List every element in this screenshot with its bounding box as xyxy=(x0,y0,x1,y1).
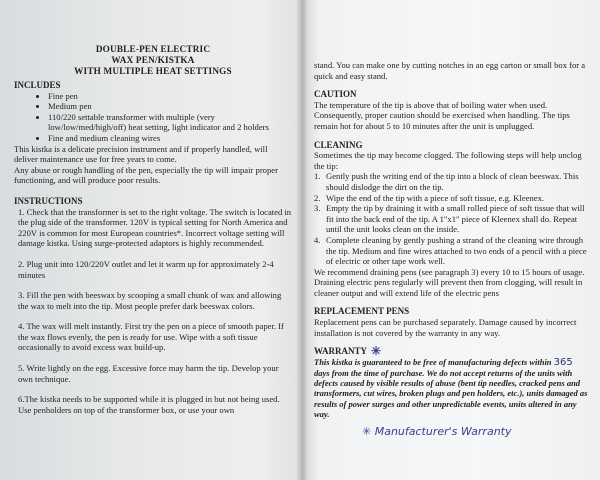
warranty-heading-row xyxy=(314,346,590,357)
instructions-heading: INSTRUCTIONS xyxy=(14,195,83,206)
instructions-list xyxy=(14,207,292,416)
replacement-paragraph: Replacement pens can be purchased separately. Damage caused by incorrect installation is not covered by the warranty in any way. xyxy=(314,317,577,338)
cleaning-step-text: Empty the tip by draining it with a small rolled piece of soft tissue that will fit into the back end of the tip. A 1"x1" piece of Kleenex shall do. Repeat until the unit looks clean on the inside. xyxy=(326,203,585,235)
title-line-3: WITH MULTIPLE HEAT SETTINGS xyxy=(74,66,232,76)
right-page xyxy=(302,0,600,480)
includes-item: • Medium pen xyxy=(48,101,292,112)
warranty-paragraph xyxy=(314,357,590,419)
cleaning-step xyxy=(314,193,590,204)
cleaning-steps xyxy=(314,171,590,266)
includes-heading: INCLUDES xyxy=(14,80,61,90)
handwritten-note: ✳ Manufacturer's Warranty xyxy=(362,425,512,439)
instruction-2: 2. Plug unit into 120/220V outlet and let it warm up for approximately 2-4 minutes xyxy=(18,258,274,280)
warranty-rest: days from the time of purchase. We do not accept returns of the units with defects caused by visible results of abuse (bent tip needles, cracked pens and transformers, cut wires, broken plugs and pen holders, etc.), units damaged as results of power surges and other unpredictable events, units altered in any way. xyxy=(314,368,588,419)
page-fold-shadow xyxy=(296,0,308,480)
cleaning-intro: Sometimes the tip may become clogged. The following steps will help unclog the tip: xyxy=(314,150,582,171)
instruction-4: 4. The wax will melt instantly. First try the pen on a piece of smooth paper. If the wax flows evenly, the pen is ready for use. Wipe with a soft tissue occasionally to avoid excess wax build-up. xyxy=(18,321,284,353)
includes-item: • 110/220 settable transformer with multiple (very low/low/med/high/off) heat setting, light indicator and 2 holders xyxy=(48,112,292,133)
abuse-paragraph: Any abuse or rough handling of the pen, especially the tip will impair proper functioning, and will produce poor results. xyxy=(14,164,278,186)
cleaning-step-number: 1. xyxy=(314,171,321,182)
cleaning-step-number: 3. xyxy=(314,203,321,214)
instruction-6: 6.The kistka needs to be supported while it is plugged in but not being used. Use penholders on top of the transformer box, or use your own xyxy=(18,394,280,415)
cleaning-step xyxy=(314,235,590,267)
caution-heading: CAUTION xyxy=(314,89,357,100)
cleaning-outro: We recommend draining pens (see paragraph 3) every 10 to 15 hours of usage. Draining electric pens regularly will prevent then from clogging, will result in cleaner output and will extend life of the electric pens xyxy=(314,266,585,298)
title-line-1: DOUBLE-PEN ELECTRIC xyxy=(95,44,211,54)
cleaning-step-text: Complete cleaning by gently pushing a strand of the cleaning wire through the tip. Medium and fine wires attached to two ends of a pencil with a piece of electric or other tape work well. xyxy=(326,234,587,267)
handwritten-days: 365 xyxy=(553,356,573,368)
instruction-5: 5. Write lightly on the egg. Excessive force may harm the tip. Develop your own technique. xyxy=(18,363,279,384)
warranty-heading: WARRANTY xyxy=(314,346,368,357)
cleaning-step-number: 2. xyxy=(314,192,321,203)
title-line-2: WAX PEN/KISTKA xyxy=(111,55,195,65)
warranty-line-1: This kistka is guaranteed to be free of manufacturing defects within xyxy=(314,356,552,367)
includes-item: • Fine and medium cleaning wires xyxy=(48,133,292,144)
cleaning-step xyxy=(314,203,590,235)
cleaning-heading: CLEANING xyxy=(314,139,363,150)
asterisk-star-icon: ✳ xyxy=(371,344,382,359)
cleaning-step-text: Wipe the end of the tip with a piece of soft tissue, e.g. Kleenex. xyxy=(326,192,545,203)
includes-list xyxy=(14,91,292,144)
cleaning-step xyxy=(314,171,590,192)
cleaning-step-number: 4. xyxy=(314,234,321,245)
instruction-3: 3. Fill the pen with beeswax by scooping a small chunk of wax and allowing the wax to melt into the tip. Most people prefer dark beeswax colors. xyxy=(18,290,282,311)
document-title xyxy=(14,44,292,77)
continuation-paragraph: stand. You can make one by cutting notches in an egg carton or small box for a quick and easy stand. xyxy=(314,60,586,81)
cleaning-step-text: Gently push the writing end of the tip into a block of clean beeswax. This should dislodge the dirt on the tip. xyxy=(326,171,579,192)
instruction-1: 1. Check that the transformer is set to the right voltage. The switch is located in the plug side of the transformer. 120V is typical setting for North America and 220V is common for most European countries*. Incorrect voltage setting will damage kistka. Using surge-protected adaptors is highly recommended. xyxy=(18,206,292,249)
includes-item: • Fine pen xyxy=(48,91,292,102)
caution-paragraph: The temperature of the tip is above that of boiling water when used. Consequently, proper caution should be exercised when handling. The tips remain hot for about 5 to 10 minutes after the unit is unplugged. xyxy=(314,99,570,131)
intro-paragraph: This kistka is a delicate precision instrument and if properly handled, will deliver maintenance use for free years to come. xyxy=(14,143,268,165)
replacement-heading: REPLACEMENT PENS xyxy=(314,306,410,317)
